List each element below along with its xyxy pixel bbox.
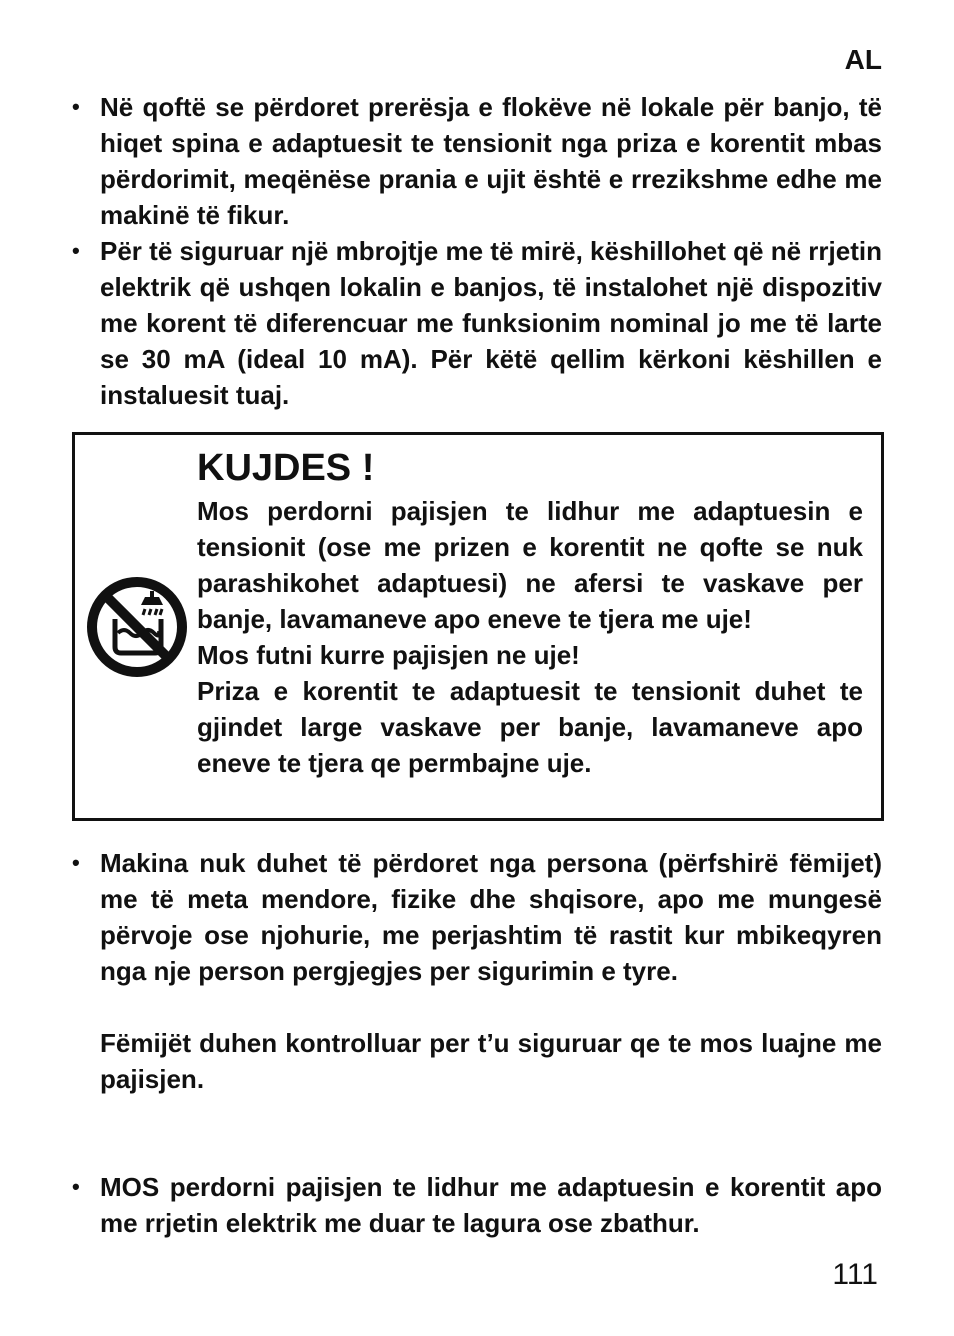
warning-paragraph: Priza e korentit te adaptuesit te tensionit duhet te gjindet large vaskave per banje, lavamaneve apo eneve te tjera qe permbajne uje. [197, 676, 863, 778]
bullet-symbol: • [72, 850, 80, 875]
warning-paragraph: Mos perdorni pajisjen te lidhur me adaptuesin e tensionit (ose me prizen e korentit ne qofte se nuk parashikohet adaptuesi) ne afersi te vaskave per banje, lavamaneve apo eneve te tjera me uje! [197, 496, 863, 634]
warning-content [197, 445, 863, 781]
bullet-symbol: • [72, 238, 80, 263]
warning-box [72, 432, 884, 821]
bullet-text: Në qoftë se përdoret prerësja e flokëve në lokale për banjo, të hiqet spina e adaptuesit te tensionit nga priza e korentit mbas përdorimit, meqënëse prania e ujit është e rrezikshme edhe me makinë të fikur. [100, 92, 882, 230]
bullet-symbol: • [72, 1174, 80, 1199]
bullet-text: Për të siguruar një mbrojtje me të mirë, këshillohet që në rrjetin elektrik që ushqen lokalin e banjos, të instalohet një dispozitiv me korent të diferencuar me funksionim nominal jo me të larte se 30 mA (ideal 10 mA). Për këtë qellim kërkoni këshillen e instaluesit tuaj. [100, 236, 882, 410]
warning-title: KUJDES ! [197, 447, 375, 489]
bullet-item-bathroom-unplug [72, 89, 882, 233]
no-water-prohibition-icon [85, 575, 189, 684]
bullet-item-residual-current-device [72, 233, 882, 413]
bullet-text: Makina nuk duhet të përdoret nga persona (përfshirë fëmijet) me të meta mendore, fizike dhe shqisore, apo me mungesë përvoje ose njohurie, me perjashtim të rastit kur mbikeqyren nga nje person pergjegjes per sigurimin e tyre. [100, 848, 882, 986]
bullet-text: MOS perdorni pajisjen te lidhur me adaptuesin e korentit apo me rrjetin elektrik me duar te lagura ose zbathur. [100, 1172, 882, 1238]
page-number: 111 [832, 1258, 878, 1291]
warning-paragraph: Mos futni kurre pajisjen ne uje! [197, 640, 580, 670]
bullet-symbol: • [72, 94, 80, 119]
children-supervision-text: Fëmijët duhen kontrolluar per t’u siguruar qe te mos luajne me pajisjen. [100, 1028, 882, 1094]
bullet-item-wet-hands [72, 1169, 882, 1241]
bullet-item-persons-restriction [72, 845, 882, 1097]
language-code: AL [844, 44, 882, 75]
